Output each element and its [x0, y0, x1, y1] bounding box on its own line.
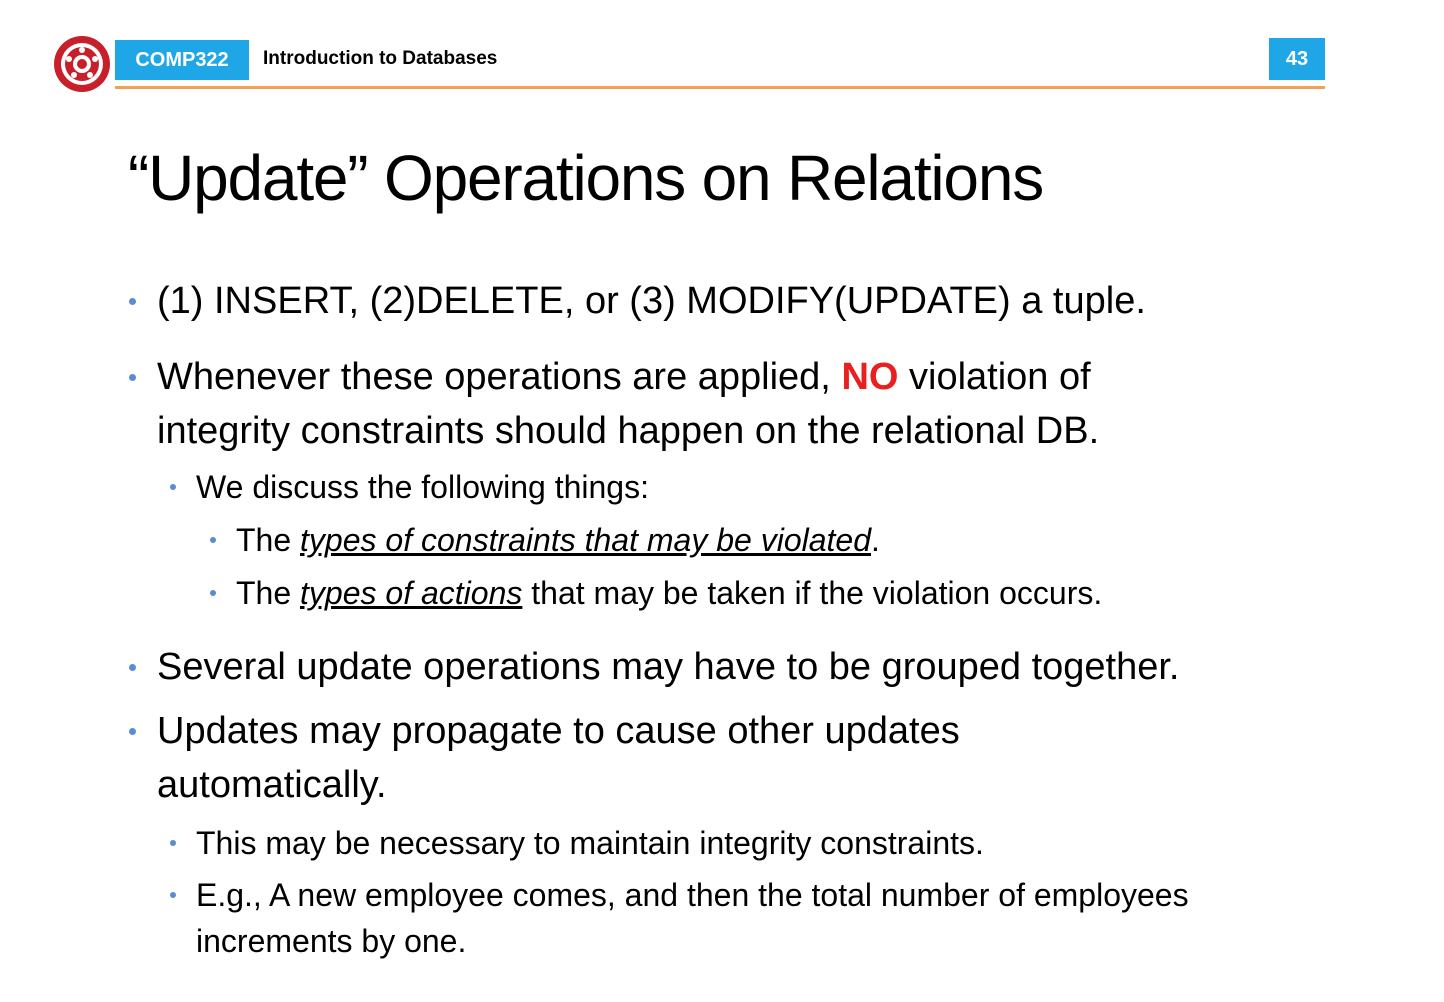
bullet-text: Whenever these operations are applied, [157, 356, 842, 398]
sub-bullet-text: We discuss the following things: [196, 469, 649, 505]
slide-title: “Update” Operations on Relations [128, 142, 1044, 214]
sub-bullet-text: E.g., A new employee comes, and then the total number of employees [196, 877, 1189, 913]
sub-bullet-item [196, 820, 984, 866]
bullet-dot-icon [170, 840, 176, 846]
header-divider [115, 86, 1325, 89]
bullet-dot-icon [129, 374, 136, 381]
bullet-text-continued: automatically. [157, 764, 387, 806]
bullet-item [157, 704, 960, 812]
course-title: Introduction to Databases [263, 48, 498, 69]
sub-sub-bullet-text: The [236, 522, 301, 558]
bullet-dot-icon [170, 892, 176, 898]
bullet-item [157, 274, 1146, 328]
bullet-text-continued: integrity constraints should happen on the relational DB. [157, 410, 1100, 452]
underlined-term: types of constraints that may be violated [300, 522, 871, 558]
sub-sub-bullet-text: The [236, 575, 301, 611]
sub-bullet-text-continued: increments by one. [196, 923, 467, 959]
bullet-dot-icon [129, 728, 136, 735]
bullet-item [157, 350, 1099, 458]
bullet-dot-icon [129, 298, 136, 305]
sub-bullet-text: This may be necessary to maintain integrity constraints. [196, 825, 984, 861]
sub-sub-bullet-text: . [871, 522, 880, 558]
bullet-text: violation of [898, 356, 1091, 398]
bullet-dot-icon [129, 664, 136, 671]
course-code-badge: COMP322 [115, 40, 249, 80]
bullet-text: Updates may propagate to cause other updates [157, 710, 960, 752]
sub-sub-bullet-item [236, 570, 1102, 616]
emphasis-no: NO [841, 356, 899, 398]
bullet-text: (1) INSERT, (2)DELETE, or (3) MODIFY(UPDATE) a tuple. [157, 280, 1146, 322]
page-number-badge: 43 [1269, 38, 1325, 80]
bullet-dot-icon [210, 537, 216, 543]
sub-bullet-item [196, 464, 649, 510]
sub-bullet-item [196, 872, 1189, 964]
bullet-text: Several update operations may have to be grouped together. [157, 646, 1180, 688]
bullet-item [157, 640, 1180, 694]
underlined-term: types of actions [300, 575, 523, 611]
university-seal-icon [52, 34, 112, 94]
sub-sub-bullet-text: that may be taken if the violation occurs. [522, 575, 1103, 611]
bullet-dot-icon [210, 590, 216, 596]
bullet-dot-icon [170, 484, 176, 490]
sub-sub-bullet-item [236, 517, 880, 563]
